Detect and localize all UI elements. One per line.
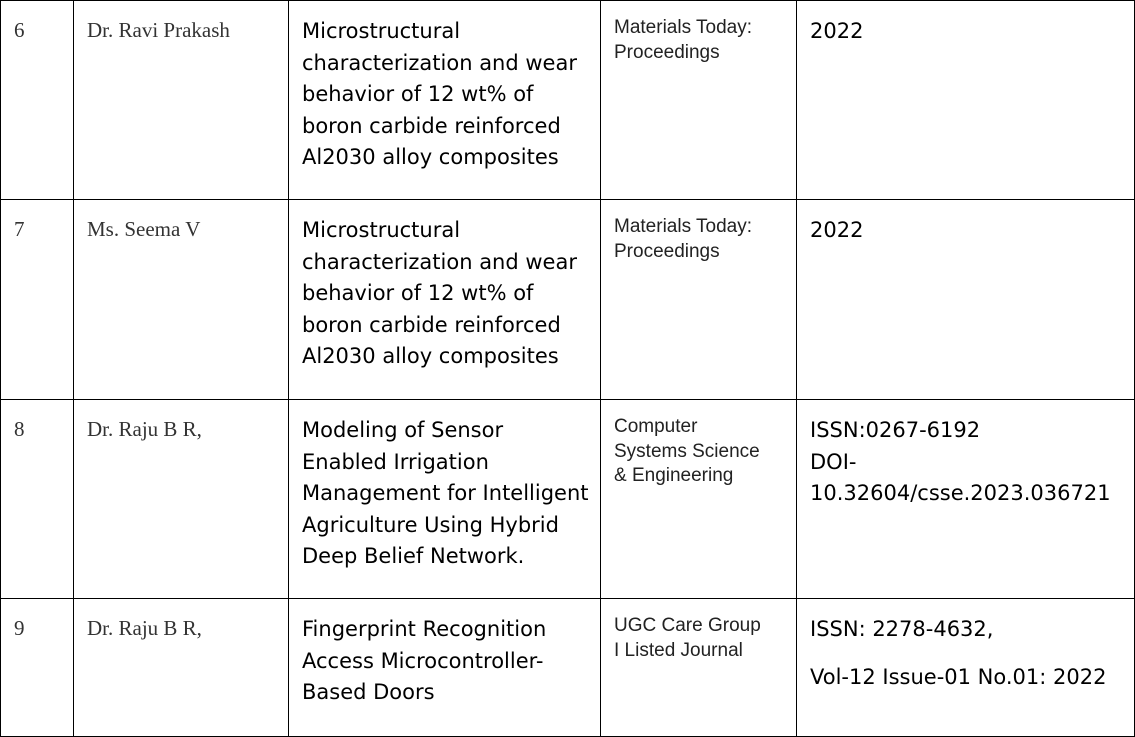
serial-number-cell: 7 bbox=[1, 200, 74, 400]
paper-title-line: Access Microcontroller- bbox=[302, 648, 544, 673]
paper-title-line: Enabled Irrigation bbox=[302, 449, 489, 474]
journal-name-cell bbox=[601, 1, 797, 200]
paper-title-line: Agriculture Using Hybrid bbox=[302, 512, 559, 537]
issn-year-line: Vol-12 Issue-01 No.01: 2022 bbox=[810, 664, 1107, 689]
journal-name-line: Computer bbox=[614, 416, 698, 437]
paper-title-line: characterization and wear bbox=[302, 249, 577, 274]
journal-name-cell bbox=[601, 200, 797, 400]
issn-year-cell bbox=[797, 599, 1135, 737]
paper-title-cell bbox=[289, 599, 601, 737]
paper-title-cell bbox=[289, 1, 601, 200]
paper-title-cell bbox=[289, 400, 601, 599]
paper-title-line: boron carbide reinforced bbox=[302, 113, 561, 138]
issn-year-line: ISSN:0267-6192 bbox=[810, 418, 981, 442]
journal-name-line: Proceedings bbox=[614, 41, 720, 63]
paper-title-line: boron carbide reinforced bbox=[302, 312, 561, 337]
issn-year-line: 2022 bbox=[810, 218, 864, 242]
paper-title-line: Microstructural bbox=[302, 218, 461, 242]
paper-title-line: Modeling of Sensor bbox=[302, 418, 504, 442]
author-name-cell: Dr. Raju B R, bbox=[74, 599, 289, 737]
issn-year-cell bbox=[797, 200, 1135, 400]
table-row bbox=[1, 599, 1135, 737]
paper-title-line: Al2030 alloy composites bbox=[302, 344, 559, 368]
paper-title-cell bbox=[289, 200, 601, 400]
paper-title-line: characterization and wear bbox=[302, 50, 577, 75]
paper-title-line: behavior of 12 wt% of bbox=[302, 281, 534, 305]
journal-name-line: Materials Today: bbox=[614, 216, 752, 237]
journal-name-line: Materials Today: bbox=[614, 17, 752, 38]
paper-title-line: Microstructural bbox=[302, 19, 461, 43]
table-row bbox=[1, 200, 1135, 400]
journal-name-cell bbox=[601, 599, 797, 737]
table-row bbox=[1, 1, 1135, 200]
issn-year-line: 10.32604/csse.2023.036721 bbox=[810, 481, 1111, 505]
author-name-cell: Dr. Ravi Prakash bbox=[74, 1, 289, 200]
paper-title-line: Fingerprint Recognition bbox=[302, 617, 547, 641]
journal-name-line: Systems Science bbox=[614, 440, 760, 462]
issn-year-line: DOI- bbox=[810, 449, 857, 474]
issn-year-cell bbox=[797, 1, 1135, 200]
issn-year-cell bbox=[797, 400, 1135, 599]
issn-year-line: 2022 bbox=[810, 19, 864, 43]
journal-name-line: I Listed Journal bbox=[614, 639, 743, 661]
serial-number-cell: 6 bbox=[1, 1, 74, 200]
paper-title-line: behavior of 12 wt% of bbox=[302, 82, 534, 106]
serial-number-cell: 8 bbox=[1, 400, 74, 599]
serial-number-cell: 9 bbox=[1, 599, 74, 737]
paper-title-line: Management for Intelligent bbox=[302, 481, 589, 505]
journal-name-cell bbox=[601, 400, 797, 599]
paper-title-line: Al2030 alloy composites bbox=[302, 145, 559, 169]
journal-name-line: UGC Care Group bbox=[614, 615, 761, 636]
issn-year-line: ISSN: 2278-4632, bbox=[810, 617, 994, 641]
journal-name-line: Proceedings bbox=[614, 240, 720, 262]
paper-title-line: Deep Belief Network. bbox=[302, 544, 525, 568]
author-name-cell: Dr. Raju B R, bbox=[74, 400, 289, 599]
table-row bbox=[1, 400, 1135, 599]
journal-name-line: & Engineering bbox=[614, 465, 734, 486]
paper-title-line: Based Doors bbox=[302, 680, 435, 704]
author-name-cell: Ms. Seema V bbox=[74, 200, 289, 400]
